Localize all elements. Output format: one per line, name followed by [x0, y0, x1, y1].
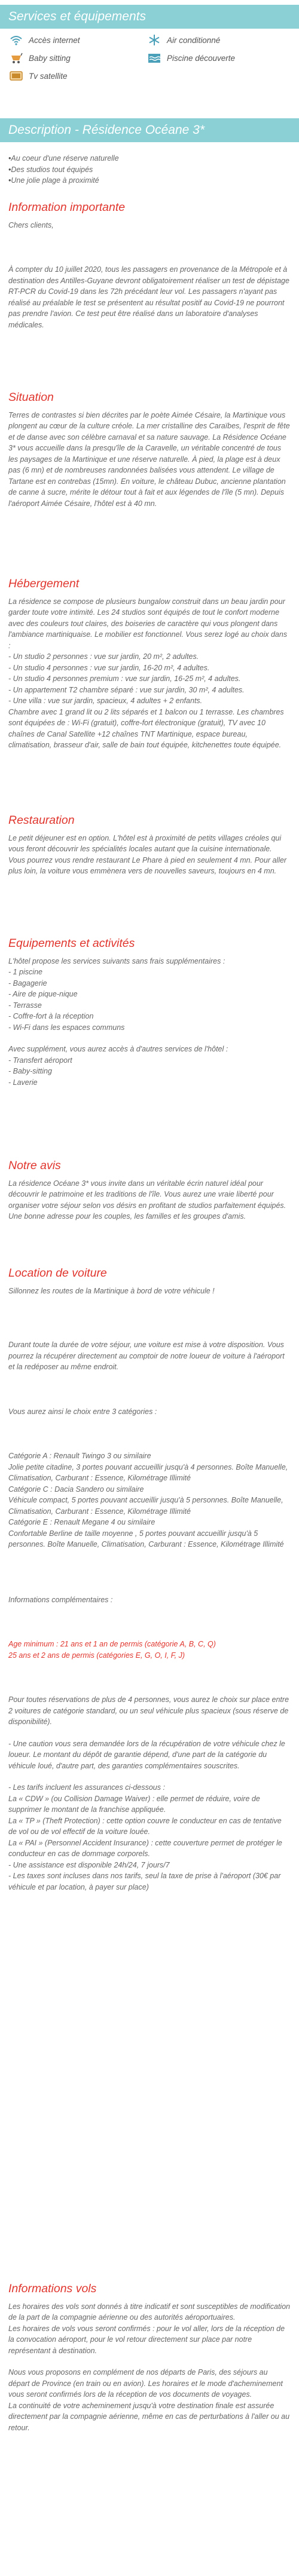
service-tv [8, 69, 68, 82]
section-location [8, 1265, 291, 1893]
age-requirements: Age minimum : 21 ans et 1 an de permis (catégorie A, B, C, Q) 25 ans et 2 ans de permis (catégories E, G, O, I, F, J) [8, 1640, 216, 1660]
list-item: - Bagagerie [8, 979, 47, 988]
paragraph: Informations complémentaires : [8, 1595, 113, 1604]
paragraph: Le petit déjeuner est en option. L'hôtel est à proximité de petits villages créoles qui vous feront découvrir les spécialités locales autant que la cuisine internationale. Vous pourrez vous rendre restaurant Le Phare à pied en seulement 4 mn. Pour aller plus loin, la voiture vous emmènera vers de nouvelles saveurs, toujours en 4 mn. [8, 833, 287, 875]
section-title: Information importante [8, 200, 126, 214]
list-item: - Transfert aéroport [8, 1056, 72, 1065]
list-item: - 1 piscine [8, 968, 42, 976]
main-content [0, 186, 299, 2576]
section-info-importante [8, 200, 291, 331]
list-item: - Un studio 2 personnes : vue sur jardin, 20 m², 2 adultes. [8, 652, 199, 661]
service-air [147, 33, 220, 47]
section-title: Location de voiture [8, 1266, 107, 1280]
section-title: Situation [8, 390, 54, 404]
paragraph: Avec supplément, vous aurez accès à d'autres services de l'hôtel : [8, 1045, 228, 1053]
paragraph: Vous aurez ainsi le choix entre 3 catégories : [8, 1407, 157, 1416]
paragraph: L'hôtel propose les services suivants sans frais supplémentaires : [8, 956, 225, 965]
section-equipements [8, 936, 291, 1088]
service-label: Tv satellite [29, 71, 68, 81]
list-item: - Un studio 4 personnes premium : vue sur jardin, 16-25 m², 4 adultes. [8, 674, 241, 683]
section-infos-vols [8, 2281, 291, 2434]
paragraph: Chambre avec 1 grand lit ou 2 lits séparés et 1 balcon ou 1 terrasse. Les chambres sont équipées de : Wi-Fi (gratuit), coffre-fort électronique (gratuit), TV avec 10 chaînes de Canal Satellite +12 chaînes TNT Martinique, espace bureau, climatisation, brasseur d'air, salle de bain tout équipée, kitchenettes toute équipée. [8, 707, 284, 749]
section-title: Restauration [8, 813, 75, 827]
service-internet [8, 33, 80, 47]
list-item: • Au coeur d'une réserve naturelle [8, 153, 291, 164]
paragraph: Les horaires des vols sont donnés à titre indicatif et sont susceptibles de modification de la part de la compagnie aérienne ou des autorités aéroportuaires. Les horaires de vols vous seront confirmés : pour le vol aller, lors de la réception de la convocation aéroport, pour le vol retour directement sur place par notre représentant à destination. [8, 2302, 291, 2355]
paragraph: Catégorie A : Renault Twingo 3 ou similaire Jolie petite citadine, 3 portes pouvant accueillir jusqu'à 4 personnes. Boîte Manuelle, Climatisation, Carburant : Essence, Kilométrage Illimité Catégorie C : Dacia Sandero ou similaire Véhicule compact, 5 portes pouvant accueillir jusqu'à 5 personnes. Boîte Manuelle, Climatisation, Carburant : Essence, Kilométrage Illimité Catégorie E : Renault Megane 4 ou similaire Confortable Berline de taille moyenne , 5 portes pouvant accueillir jusqu'à 5 personnes. Boîte Manuelle, Climatisation, Carburant : Essence, Kilométrage Illimité [8, 1452, 288, 1548]
description-title: Description - Résidence Océane 3* [8, 123, 205, 137]
services-band [0, 5, 299, 29]
list-item: • Des studios tout équipés [8, 164, 291, 176]
description-list [0, 153, 299, 186]
pool-icon [147, 51, 162, 65]
list-item: - Aire de pique-nique [8, 990, 78, 998]
service-baby [8, 51, 71, 65]
list-item: - Un studio 4 personnes : vue sur jardin, 16-20 m², 4 adultes. [8, 663, 210, 672]
list-item: - Wi-Fi dans les espaces communs [8, 1023, 125, 1032]
section-situation [8, 390, 291, 510]
service-label: Piscine découverte [167, 53, 236, 63]
list-item: - Baby-sitting [8, 1067, 52, 1075]
paragraph: Sillonnez les routes de la Martinique à bord de votre véhicule ! [8, 1286, 215, 1295]
paragraph: Pour toutes réservations de plus de 4 personnes, vous aurez le choix sur place entre 2 voitures de catégorie standard, ou un seul véhicule plus spacieux (sous réserve de disponibilité). [8, 1695, 289, 1726]
list-item: • Une jolie plage à proximité [8, 175, 291, 186]
section-title: Equipements et activités [8, 936, 135, 950]
section-hebergement [8, 576, 291, 751]
paragraph: Terres de contrastes si bien décrites par le poète Aimée Césaire, la Martinique vous plongent au cœur de la culture créole. La mer cristalline des Caraïbes, l'esprit de fête et de danse avec son célèbre carnaval et sa nature sauvage. La Résidence Océane 3* vous accueille dans la presqu'île de la Caravelle, un véritable concentré de tous les paysages de la Martinique et une réserve naturelle. À pied, la plage est à deux pas (6 mn) et de nombreuses randonnées balisées vous attendent. Le village de Tartane est en contrebas (15mn). En voiture, le château Dubuc, ancienne plantation de canne à sucre, mérite le détour tout à fait et aux légendes de l'île (5 mn). Depuis l'aéroport Aimée Césaire, l'hôtel est à 40 mn. [8, 410, 290, 508]
list-item: - Un appartement T2 chambre séparé : vue sur jardin, 30 m², 4 adultes. [8, 685, 245, 694]
list-item: - Terrasse [8, 1001, 42, 1010]
list-item: - Une villa : vue sur jardin, spacieux, 4 adultes + 2 enfants. [8, 697, 203, 705]
service-label: Air conditionné [167, 35, 221, 45]
section-avis [8, 1158, 291, 1222]
baby-icon [8, 51, 24, 65]
list-item: - Coffre-fort à la réception [8, 1012, 94, 1020]
service-label: Accès internet [29, 35, 80, 45]
paragraph: À compter du 10 juillet 2020, tous les passagers en provenance de la Métropole et à destination des Antilles-Guyane devront obligatoirement réaliser un test de dépistage RT-PCR du Covid-19 dans les 72h précédant leur vol. Les passagers n'ayant pas réalisé au préalable le test se présentent au résultat positif au Covid-19 ne pourront pas prendre l'avion. Ce test peut être réalisé dans un laboratoire d'analyses médicales. [8, 265, 289, 329]
paragraph: - Les tarifs incluent les assurances ci-dessous : La « CDW » (ou Collision Damage Waiver) : elle permet de réduire, voire de supprimer le montant de la franchise appliquée. La « TP » (Theft Protection) : cette option couvre le conducteur en cas de tentative de vol ou de vol effectif de la voiture louée. La « PAI » (Personnel Accident Insurance) : cette couverture permet de protéger le conducteur en cas de dommage corporels. - Une assistance est disponible 24h/24, 7 jours/7 - Les taxes sont incluses dans nos tarifs, seul la taxe de prise à l'aéroport (30€ par véhicule et par location, à payer sur place) [8, 1783, 282, 1891]
service-label: Baby sitting [29, 53, 71, 63]
section-title: Hébergement [8, 576, 80, 590]
wifi-icon [8, 33, 24, 47]
services-title: Services et équipements [8, 10, 146, 23]
paragraph: Durant toute la durée de votre séjour, une voiture est mise à votre disposition. Vous pourrez la récupérer directement au comptoir de notre loueur de voiture à l'aéroport et la redéposer au même endroit. [8, 1341, 285, 1371]
paragraph: Chers clients, [8, 220, 54, 229]
service-pool [147, 51, 235, 65]
paragraph: La résidence se compose de plusieurs bungalow construit dans un beau jardin pour garder toute votre intimité. Les 24 studios sont équipés de tout le confort moderne avec des couleurs tout claires, des boiseries de caractère qui vous plongent dans l'ambiance martiniquaise. Le mobilier est fonctionnel. Vous serez logé au choix dans : [8, 597, 288, 650]
paragraph: La résidence Océane 3* vous invite dans un véritable écrin naturel idéal pour découvrir le patrimoine et les traditions de l'île. Vous aurez une vraie liberté pour organiser votre séjour selon vos désirs en profitant de studios parfaitement équipés. Une bonne adresse pour les couples, les familles et les groupes d'amis. [8, 1179, 286, 1220]
list-item: - Laverie [8, 1078, 38, 1087]
services-grid [0, 29, 299, 118]
section-title: Notre avis [8, 1158, 61, 1172]
tv-icon [8, 69, 24, 82]
description-band [0, 118, 299, 142]
paragraph: Nous vous proposons en complément de nos départs de Paris, des séjours au départ de Province (en train ou en avion). Les horaires et le mode d'acheminement vous seront confirmés lors de la réception de vos documents de voyages. La continuité de votre acheminement jusqu'à votre destination finale est assurée directement par la compagnie aérienne, même en cas de perturbations à l'aller ou au retour. [8, 2368, 290, 2432]
section-title: Informations vols [8, 2281, 97, 2295]
section-restauration [8, 812, 291, 877]
snowflake-icon [147, 33, 162, 47]
paragraph: - Une caution vous sera demandée lors de la récupération de votre véhicule chez le loueur. Le montant du dépôt de garantie dépend, d'une part de la catégorie du véhicule loué, d'autre part, des garanties complémentaires souscrites. [8, 1739, 285, 1770]
